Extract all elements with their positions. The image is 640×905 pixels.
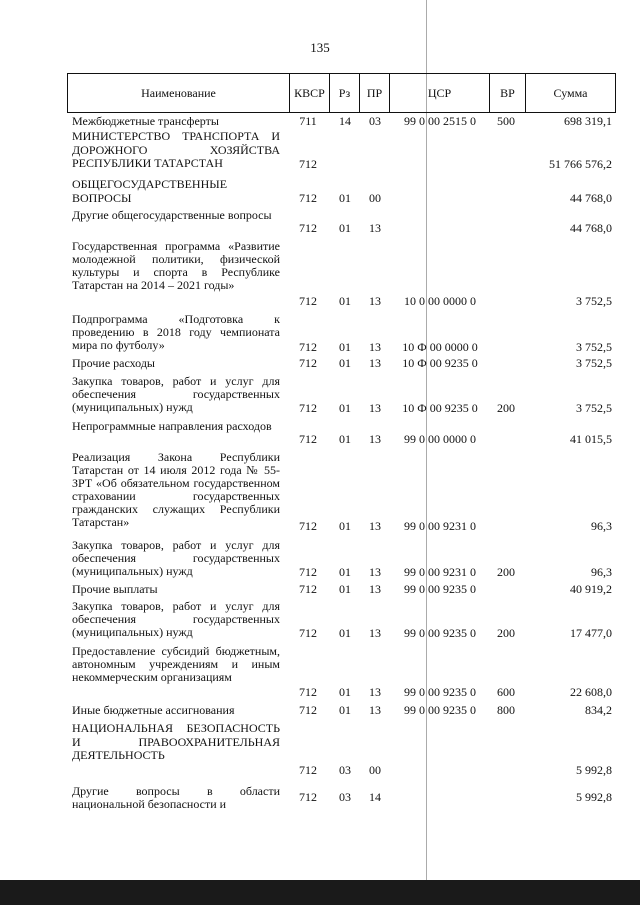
row-vr: 600: [497, 685, 515, 699]
row-csr: 99 0 00 9231 0: [404, 519, 476, 533]
table-row: [0, 539, 640, 579]
row-pr: 13: [369, 519, 381, 533]
row-pr: 13: [369, 703, 381, 717]
row-rz: 01: [339, 565, 351, 579]
row-csr: 10 Ф 00 9235 0: [402, 356, 478, 370]
row-sum: 96,3: [591, 565, 612, 579]
row-vr: 200: [497, 401, 515, 415]
row-kvsr: 712: [299, 221, 317, 235]
row-name: Иные бюджетные ассигнования: [72, 703, 235, 717]
header-rz: Рз: [330, 74, 360, 112]
row-rz: 01: [339, 221, 351, 235]
row-name: Другие вопросы в области национальной безопасности и: [72, 784, 280, 811]
header-pr: ПР: [360, 74, 390, 112]
row-pr: 13: [369, 340, 381, 354]
row-rz: 01: [339, 401, 351, 415]
row-sum: 17 477,0: [570, 626, 612, 640]
row-kvsr: 712: [299, 582, 317, 596]
page-number: 135: [310, 40, 330, 55]
row-vr: 500: [497, 114, 515, 128]
table-row: [0, 209, 640, 235]
table-row: [0, 178, 640, 205]
row-sum: 3 752,5: [576, 356, 612, 370]
header-name: Наименование: [68, 74, 290, 112]
row-sum: 40 919,2: [570, 582, 612, 596]
row-kvsr: 712: [299, 565, 317, 579]
row-csr: 10 0 00 0000 0: [404, 294, 476, 308]
table-row: [0, 645, 640, 699]
row-pr: 13: [369, 582, 381, 596]
row-name: Прочие выплаты: [72, 582, 158, 596]
row-name: Государственная программа «Развитие молодежной политики, физической культуры и спорта в Республике Татарстан на 2014 – 2021 годы»: [72, 239, 280, 292]
row-rz: 01: [339, 294, 351, 308]
table-row: [0, 704, 640, 717]
row-name: Межбюджетные трансферты: [72, 114, 219, 128]
header-kvsr: КВСР: [290, 74, 330, 112]
row-vr: 200: [497, 626, 515, 640]
row-name: Прочие расходы: [72, 356, 155, 370]
row-pr: 13: [369, 401, 381, 415]
row-sum: 5 992,8: [576, 790, 612, 804]
row-sum: 3 752,5: [576, 401, 612, 415]
row-pr: 13: [369, 221, 381, 235]
row-csr: 99 0 00 9235 0: [404, 703, 476, 717]
row-csr: 99 0 00 9235 0: [404, 582, 476, 596]
row-pr: 03: [369, 114, 381, 128]
row-sum: 834,2: [585, 703, 612, 717]
row-rz: 01: [339, 582, 351, 596]
row-sum: 3 752,5: [576, 294, 612, 308]
row-csr: 99 0 00 9231 0: [404, 565, 476, 579]
row-pr: 13: [369, 626, 381, 640]
table-row: [0, 313, 640, 354]
row-pr: 00: [369, 763, 381, 777]
row-pr: 13: [369, 356, 381, 370]
row-rz: 03: [339, 790, 351, 804]
row-name: МИНИСТЕРСТВО ТРАНСПОРТА И ДОРОЖНОГО ХОЗЯЙСТВА РЕСПУБЛИКИ ТАТАРСТАН: [72, 129, 280, 170]
row-kvsr: 712: [299, 157, 317, 171]
row-kvsr: 712: [299, 294, 317, 308]
row-pr: 13: [369, 685, 381, 699]
table-row: [0, 583, 640, 596]
row-csr: 99 0 00 9235 0: [404, 685, 476, 699]
row-csr: 99 0 00 9235 0: [404, 626, 476, 640]
row-rz: 03: [339, 763, 351, 777]
row-rz: 01: [339, 519, 351, 533]
row-kvsr: 712: [299, 432, 317, 446]
row-rz: 01: [339, 340, 351, 354]
row-sum: 44 768,0: [570, 221, 612, 235]
table-row: [0, 375, 640, 415]
row-rz: 01: [339, 685, 351, 699]
row-csr: 10 Ф 00 0000 0: [402, 340, 478, 354]
table-row: [0, 420, 640, 446]
row-sum: 22 608,0: [570, 685, 612, 699]
row-sum: 3 752,5: [576, 340, 612, 354]
row-sum: 51 766 576,2: [549, 157, 612, 171]
row-sum: 5 992,8: [576, 763, 612, 777]
row-pr: 14: [369, 790, 381, 804]
row-rz: 01: [339, 626, 351, 640]
header-vr: ВР: [490, 74, 526, 112]
row-name: Непрограммные направления расходов: [72, 419, 272, 433]
row-vr: 200: [497, 565, 515, 579]
header-sum: Сумма: [553, 86, 588, 100]
row-kvsr: 712: [299, 685, 317, 699]
table-row: [0, 785, 640, 811]
table-row: [0, 722, 640, 777]
row-pr: 00: [369, 191, 381, 205]
table-row: [0, 451, 640, 533]
row-vr: 800: [497, 703, 515, 717]
row-sum: 41 015,5: [570, 432, 612, 446]
row-pr: 13: [369, 294, 381, 308]
table-row: [0, 130, 640, 171]
row-rz: 01: [339, 432, 351, 446]
table-row: [0, 600, 640, 640]
row-sum: 698 319,1: [564, 114, 612, 128]
row-csr: 99 0 00 0000 0: [404, 432, 476, 446]
row-name: НАЦИОНАЛЬНАЯ БЕЗОПАСНОСТЬ И ПРАВООХРАНИТЕЛЬНАЯ ДЕЯТЕЛЬНОСТЬ: [72, 721, 280, 762]
row-kvsr: 712: [299, 626, 317, 640]
row-name: Другие общегосударственные вопросы: [72, 208, 272, 222]
header-csr: ЦСР: [390, 74, 490, 112]
row-kvsr: 712: [299, 763, 317, 777]
row-name: Закупка товаров, работ и услуг для обеспечения государственных (муниципальных) нужд: [72, 538, 280, 578]
row-rz: 01: [339, 703, 351, 717]
row-rz: 14: [339, 114, 351, 128]
table-row: [0, 240, 640, 308]
table-header: [67, 73, 616, 113]
row-kvsr: 712: [299, 519, 317, 533]
row-name: Подпрограмма «Подготовка к проведению в 2018 году чемпионата мира по футболу»: [72, 312, 280, 352]
row-csr: 10 Ф 00 9235 0: [402, 401, 478, 415]
table-row: [0, 115, 640, 128]
row-csr: 99 0 00 2515 0: [404, 114, 476, 128]
table-row: [0, 357, 640, 370]
row-kvsr: 712: [299, 401, 317, 415]
row-kvsr: 712: [299, 191, 317, 205]
row-kvsr: 712: [299, 340, 317, 354]
row-kvsr: 712: [299, 703, 317, 717]
scan-bottom-edge: [0, 880, 640, 905]
row-name: Предоставление субсидий бюджетным, автономным учреждениям и иным некоммерческим организациям: [72, 644, 280, 684]
row-pr: 13: [369, 565, 381, 579]
row-sum: 44 768,0: [570, 191, 612, 205]
row-rz: 01: [339, 356, 351, 370]
row-rz: 01: [339, 191, 351, 205]
row-pr: 13: [369, 432, 381, 446]
row-kvsr: 712: [299, 790, 317, 804]
row-kvsr: 712: [299, 356, 317, 370]
row-name: Закупка товаров, работ и услуг для обеспечения государственных (муниципальных) нужд: [72, 599, 280, 639]
row-name: Реализация Закона Республики Татарстан от 14 июля 2012 года № 55-ЗРТ «Об обязательном государственном страховании государственных гражданских служащих Республики Татарстан»: [72, 450, 280, 529]
row-name: ОБЩЕГОСУДАРСТВЕННЫЕ ВОПРОСЫ: [72, 177, 228, 205]
row-sum: 96,3: [591, 519, 612, 533]
row-kvsr: 711: [299, 114, 317, 128]
row-name: Закупка товаров, работ и услуг для обеспечения государственных (муниципальных) нужд: [72, 374, 280, 414]
